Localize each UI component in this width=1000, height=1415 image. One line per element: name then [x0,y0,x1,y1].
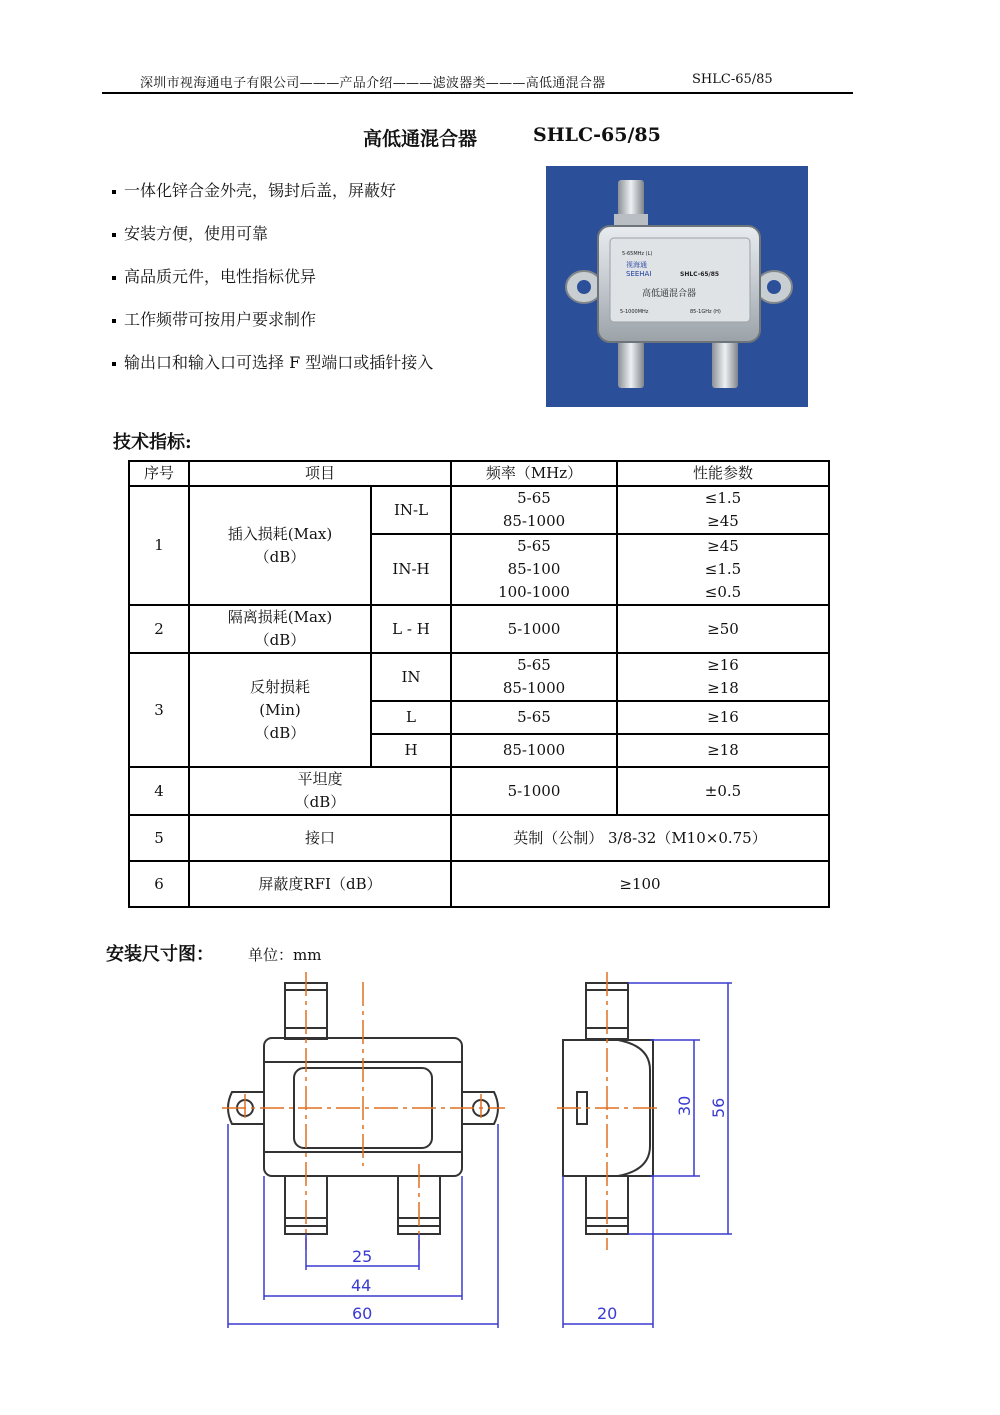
row-perf: ≥18 [617,734,829,767]
dim-label-30: 30 [675,1095,694,1116]
photo-name: 高低通混合器 [642,289,697,299]
dimension-lines [228,983,732,1328]
install-section-title: 安装尺寸图： [106,944,214,965]
header-perf: 性能参数 [617,461,829,486]
row-no: 5 [129,815,189,861]
header-freq: 频率（MHz） [451,461,617,486]
page-header-code: SHLC-65/85 [692,72,773,87]
row-no: 3 [129,653,189,767]
photo-label-top: 5-65MHz (L) [622,251,653,257]
row-perf: ±0.5 [617,767,829,815]
feature-item: 安装方便，使用可靠 [112,221,433,264]
row-sub: IN-H [371,534,451,605]
row-no: 2 [129,605,189,653]
dim-label-56: 56 [709,1097,728,1118]
row-perf: ≥16 [617,701,829,734]
page-header-text: 深圳市视海通电子有限公司———产品介绍———滤波器类———高低通混合器 [140,76,606,91]
row-freq: 5-65 85-1000 [451,653,617,701]
row-no: 1 [129,486,189,605]
product-name-title: 高低通混合器 [363,128,478,150]
feature-item: 一体化锌合金外壳，锡封后盖，屏蔽好 [112,178,433,221]
center-lines [222,972,662,1250]
row-freq: 5-65 [451,701,617,734]
row-freq: 5-1000 [451,767,617,815]
product-model-title: SHLC-65/85 [533,124,661,146]
row-item: 屏蔽度RFI（dB） [189,861,451,907]
header-no: 序号 [129,461,189,486]
header-item: 项目 [189,461,451,486]
row-item: 插入损耗(Max) （dB） [189,486,371,605]
feature-item: 工作频带可按用户要求制作 [112,307,433,350]
row-perf: ≤1.5 ≥45 [617,486,829,534]
row-sub: L - H [371,605,451,653]
row-no: 6 [129,861,189,907]
photo-label-bottom-right: 85-1GHz (H) [690,309,721,315]
photo-brand-cn: 视海通 [626,261,647,269]
photo-label-bottom-left: 5-1000MHz [620,309,649,315]
dimension-labels [351,1096,728,1323]
row-value: 英制（公制） 3/8-32（M10×0.75） [451,815,829,861]
photo-model: SHLC-65/85 [680,271,720,278]
dim-label-44: 44 [351,1276,372,1295]
row-sub: H [371,734,451,767]
row-sub: IN-L [371,486,451,534]
feature-item: 高品质元件，电性指标优异 [112,264,433,307]
row-freq: 5-65 85-100 100-1000 [451,534,617,605]
row-sub: IN [371,653,451,701]
row-perf: ≥50 [617,605,829,653]
row-freq: 5-65 85-1000 [451,486,617,534]
row-sub: L [371,701,451,734]
row-value: ≥100 [451,861,829,907]
row-item: 平坦度 （dB） [189,767,451,815]
row-item: 隔离损耗(Max) （dB） [189,605,371,653]
photo-brand-en: SEEHAI [626,270,652,278]
row-item: 接口 [189,815,451,861]
dim-label-25: 25 [352,1247,373,1266]
dim-label-20: 20 [597,1304,618,1323]
row-freq: 5-1000 [451,605,617,653]
feature-item: 输出口和输入口可选择 F 型端口或插针接入 [112,350,433,393]
row-perf: ≥16 ≥18 [617,653,829,701]
row-no: 4 [129,767,189,815]
row-freq: 85-1000 [451,734,617,767]
row-item: 反射损耗 (Min) （dB） [189,653,371,767]
spec-section-title: 技术指标: [113,432,192,453]
dim-label-60: 60 [352,1304,373,1323]
row-perf: ≥45 ≤1.5 ≤0.5 [617,534,829,605]
install-unit: 单位：mm [248,946,322,964]
